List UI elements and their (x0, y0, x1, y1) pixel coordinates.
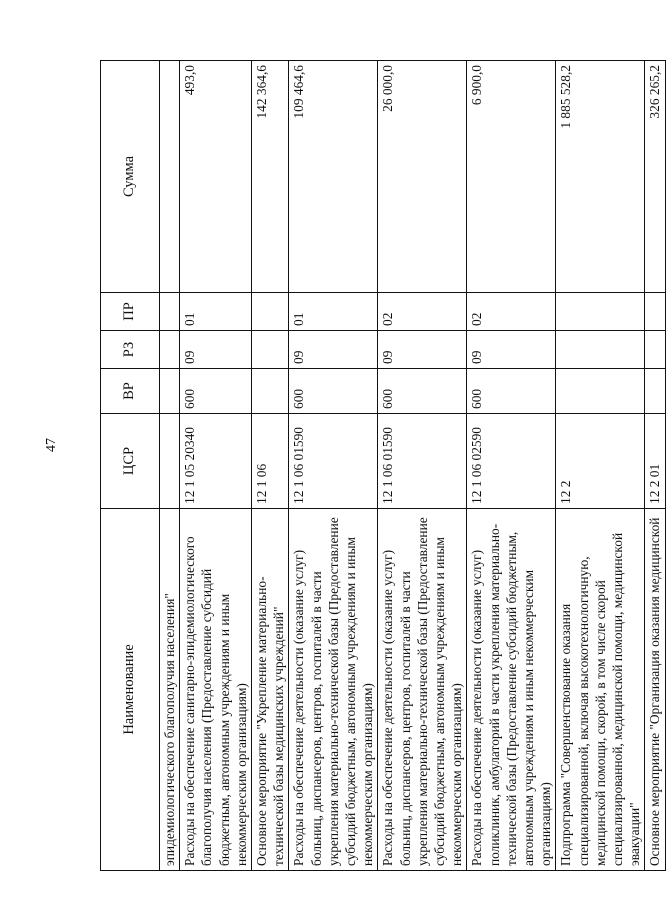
header-sum: Сумма (101, 61, 160, 293)
row-pr (160, 293, 180, 331)
header-csr: ЦСР (101, 414, 160, 509)
row-name: Подпрограмма "Совершенствование оказания специализированной, включая высокотехнологичную, медицинской помощи, скорой, в том числе скорой специализированной, медицинской помощи, медицинской эвакуации" (556, 509, 645, 871)
row-csr: 12 1 05 20340 (180, 414, 252, 509)
table-row (289, 61, 378, 871)
row-pr: 01 (289, 293, 378, 331)
row-pr: 01 (180, 293, 252, 331)
row-name: Основное мероприятие "Укрепление материально-технической базы медицинских учреждений" (252, 509, 289, 871)
row-name: Расходы на обеспечение санитарно-эпидемиологического благополучия населения (Предоставление субсидий бюджетным, автономным учреждениям и иным некоммерческим организациям) (180, 509, 252, 871)
row-sum (160, 61, 180, 293)
row-csr: 12 1 06 02590 (467, 414, 556, 509)
row-csr: 12 1 06 01590 (378, 414, 467, 509)
row-csr: 12 2 01 (645, 414, 665, 509)
row-name: Расходы на обеспечение деятельности (оказание услуг) поликлиник, амбулаторий в части укрепления материально-технической базы (Предоставление субсидий бюджетным, автономным учреждениям и иным некоммерческим организациям) (467, 509, 556, 871)
table-row (252, 61, 289, 871)
row-csr: 12 1 06 01590 (289, 414, 378, 509)
table-row (180, 61, 252, 871)
row-rz (252, 331, 289, 369)
row-vr (252, 369, 289, 414)
row-rz (645, 331, 665, 369)
row-vr (556, 369, 645, 414)
header-pr: ПР (101, 293, 160, 331)
row-rz: 09 (467, 331, 556, 369)
budget-table (100, 60, 666, 871)
row-rz: 09 (289, 331, 378, 369)
row-name: Основное мероприятие "Организация оказания медицинской (645, 509, 665, 871)
row-csr: 12 2 (556, 414, 645, 509)
row-name: Расходы на обеспечение деятельности (оказание услуг) больниц, диспансеров, центров, госпиталей в части укрепления материально-технической базы (Предоставление субсидий бюджетным, автономным учреждениям и иным некоммерческим организациям) (289, 509, 378, 871)
row-sum: 493,0 (180, 61, 252, 293)
row-rz: 09 (378, 331, 467, 369)
row-vr: 600 (289, 369, 378, 414)
row-pr: 02 (467, 293, 556, 331)
row-sum: 26 000,0 (378, 61, 467, 293)
row-sum: 326 265,2 (645, 61, 665, 293)
row-sum: 6 900,0 (467, 61, 556, 293)
page-number: 47 (44, 438, 59, 452)
row-csr: 12 1 06 (252, 414, 289, 509)
row-pr (556, 293, 645, 331)
table-row (160, 61, 180, 871)
row-pr (252, 293, 289, 331)
row-rz (160, 331, 180, 369)
row-pr (645, 293, 665, 331)
row-vr: 600 (467, 369, 556, 414)
table-row (645, 61, 665, 871)
row-sum: 109 464,6 (289, 61, 378, 293)
row-vr: 600 (180, 369, 252, 414)
table-row (556, 61, 645, 871)
header-name: Наименование (101, 509, 160, 871)
row-vr (160, 369, 180, 414)
row-sum: 142 364,6 (252, 61, 289, 293)
row-csr (160, 414, 180, 509)
table-header-row (101, 61, 160, 871)
row-sum: 1 885 528,2 (556, 61, 645, 293)
row-rz (556, 331, 645, 369)
rotated-table-frame (100, 61, 663, 871)
header-vr: ВР (101, 369, 160, 414)
row-name: Расходы на обеспечение деятельности (оказание услуг) больниц, диспансеров, центров, госпиталей в части укрепления материально-технической базы (Предоставление субсидий бюджетным, автономным учреждениям и иным некоммерческим организациям) (378, 509, 467, 871)
row-name: эпидемиологического благополучия населения" (160, 509, 180, 871)
row-pr: 02 (378, 293, 467, 331)
row-vr (645, 369, 665, 414)
header-rz: РЗ (101, 331, 160, 369)
row-rz: 09 (180, 331, 252, 369)
table-row (378, 61, 467, 871)
row-vr: 600 (378, 369, 467, 414)
table-row (467, 61, 556, 871)
